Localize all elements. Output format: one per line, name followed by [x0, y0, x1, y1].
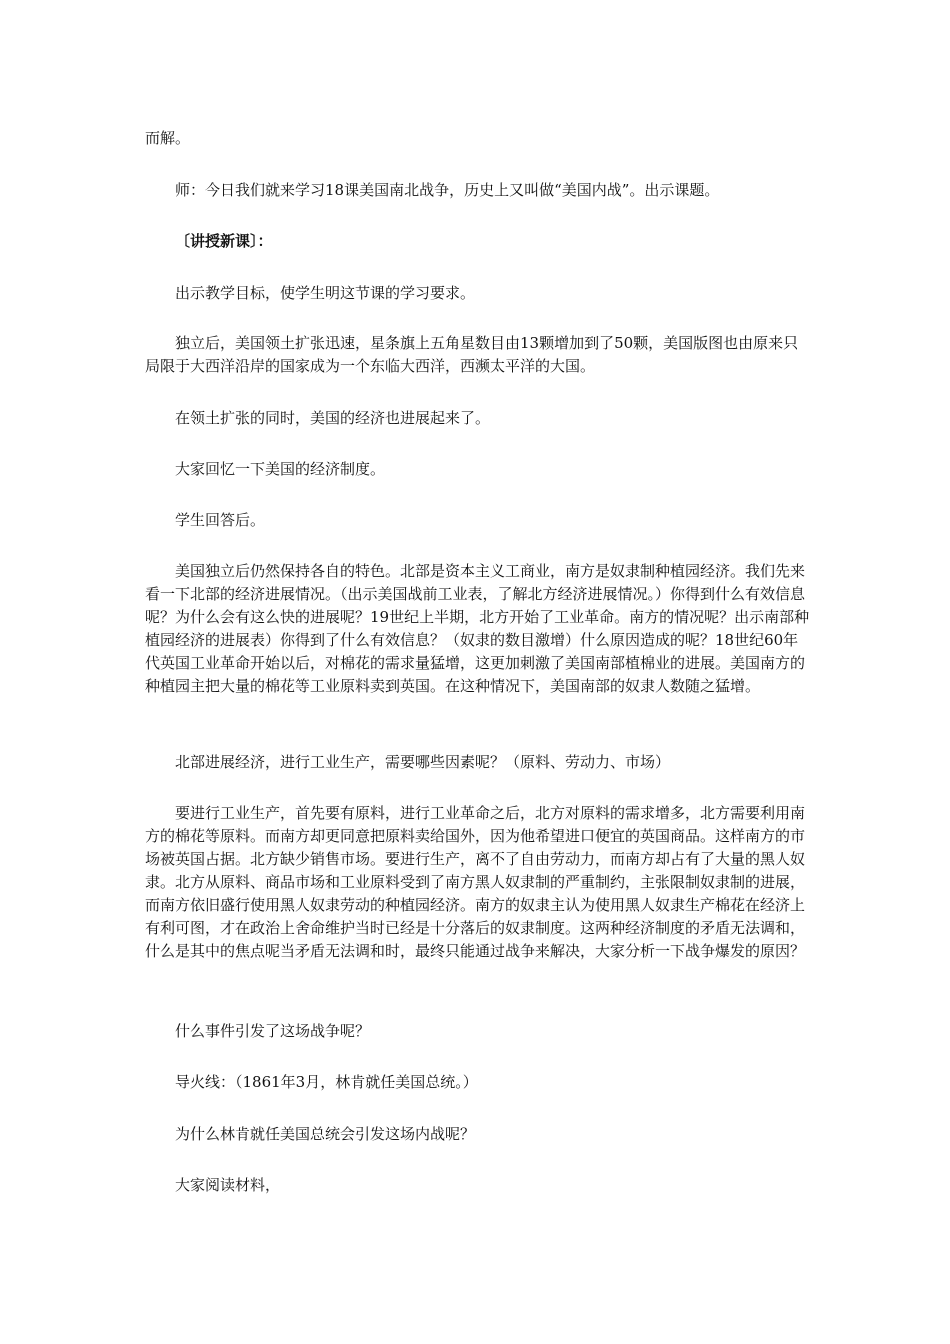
paragraph-trigger-event: 导火线：（1861年3月，林肯就任美国总统。） [175, 1073, 478, 1091]
paragraph-territory-expansion: 独立后，美国领土扩张迅速，星条旗上五角星数目由13颗增加到了50颗，美国版图也由原来只局限于大西洋沿岸的国家成为一个东临大西洋，西濒太平洋的大国。 [145, 334, 799, 375]
paragraph-trigger-question: 什么事件引发了这场战争呢？ [175, 1022, 371, 1040]
paragraph-lincoln-question: 为什么林肯就任美国总统会引发这场内战呢？ [175, 1125, 476, 1143]
paragraph-teaching-goals: 出示教学目标，使学生明这节课的学习要求。 [175, 284, 476, 302]
paragraph-conflict-analysis: 要进行工业生产，首先要有原料，进行工业革命之后，北方对原料的需求增多，北方需要利用南方的棉花等原料。而南方却更同意把原料卖给国外，因为他希望进口便宜的英国商品。这样南方的市场被英国占据。北方缺少销售市场。要进行生产，离不了自由劳动力，而南方却占有了大量的黑人奴隶。北方从原料、商品市场和工业原料受到了南方黑人奴隶制的严重制约，主张限制奴隶制的进展，而南方依旧盛行使用黑人奴隶劳动的种植园经济。南方的奴隶主认为使用黑人奴隶生产棉花在经济上有利可图，才在政治上舍命维护当时已经是十分落后的奴隶制度。这两种经济制度的矛盾无法调和，什么是其中的焦点呢当矛盾无法调和时，最终只能通过战争来解决，大家分析一下战争爆发的原因？ [145, 804, 806, 960]
paragraph-teacher-intro: 师：今日我们就来学习18课美国南北战争，历史上又叫做“美国内战”。出示课题。 [175, 181, 720, 199]
paragraph-industry-factors: 北部进展经济，进行工业生产，需要哪些因素呢？（原料、劳动力、市场） [175, 753, 671, 771]
paragraph-read-material: 大家阅读材料， [175, 1176, 281, 1194]
paragraph-north-south-economy: 美国独立后仍然保持各自的特色。北部是资本主义工商业，南方是奴隶制种植园经济。我们先来看一下北部的经济进展情况。（出示美国战前工业表，了解北方经济进展情况。）你得到什么有效信息呢？为什么会有这么快的进展呢？19世纪上半期，北方开始了工业革命。南方的情况呢？出示南部种植园经济的进展表）你得到了什么有效信息？（奴隶的数目激增）什么原因造成的呢？18世纪60年代英国工业革命开始以后，对棉花的需求量猛增，这更加刺激了美国南部植棉业的进展。美国南方的种植园主把大量的棉花等工业原料卖到英国。在这种情况下，美国南部的奴隶人数随之猛增。 [145, 562, 810, 695]
section-heading-new-lesson: 〔讲授新课〕： [175, 232, 273, 250]
paragraph-student-answer: 学生回答后。 [175, 511, 266, 529]
paragraph-recall-economy: 大家回忆一下美国的经济制度。 [175, 460, 386, 478]
paragraph-economy-growth: 在领土扩张的同时，美国的经济也进展起来了。 [175, 409, 491, 427]
paragraph-continuation: 而解。 [145, 129, 191, 147]
